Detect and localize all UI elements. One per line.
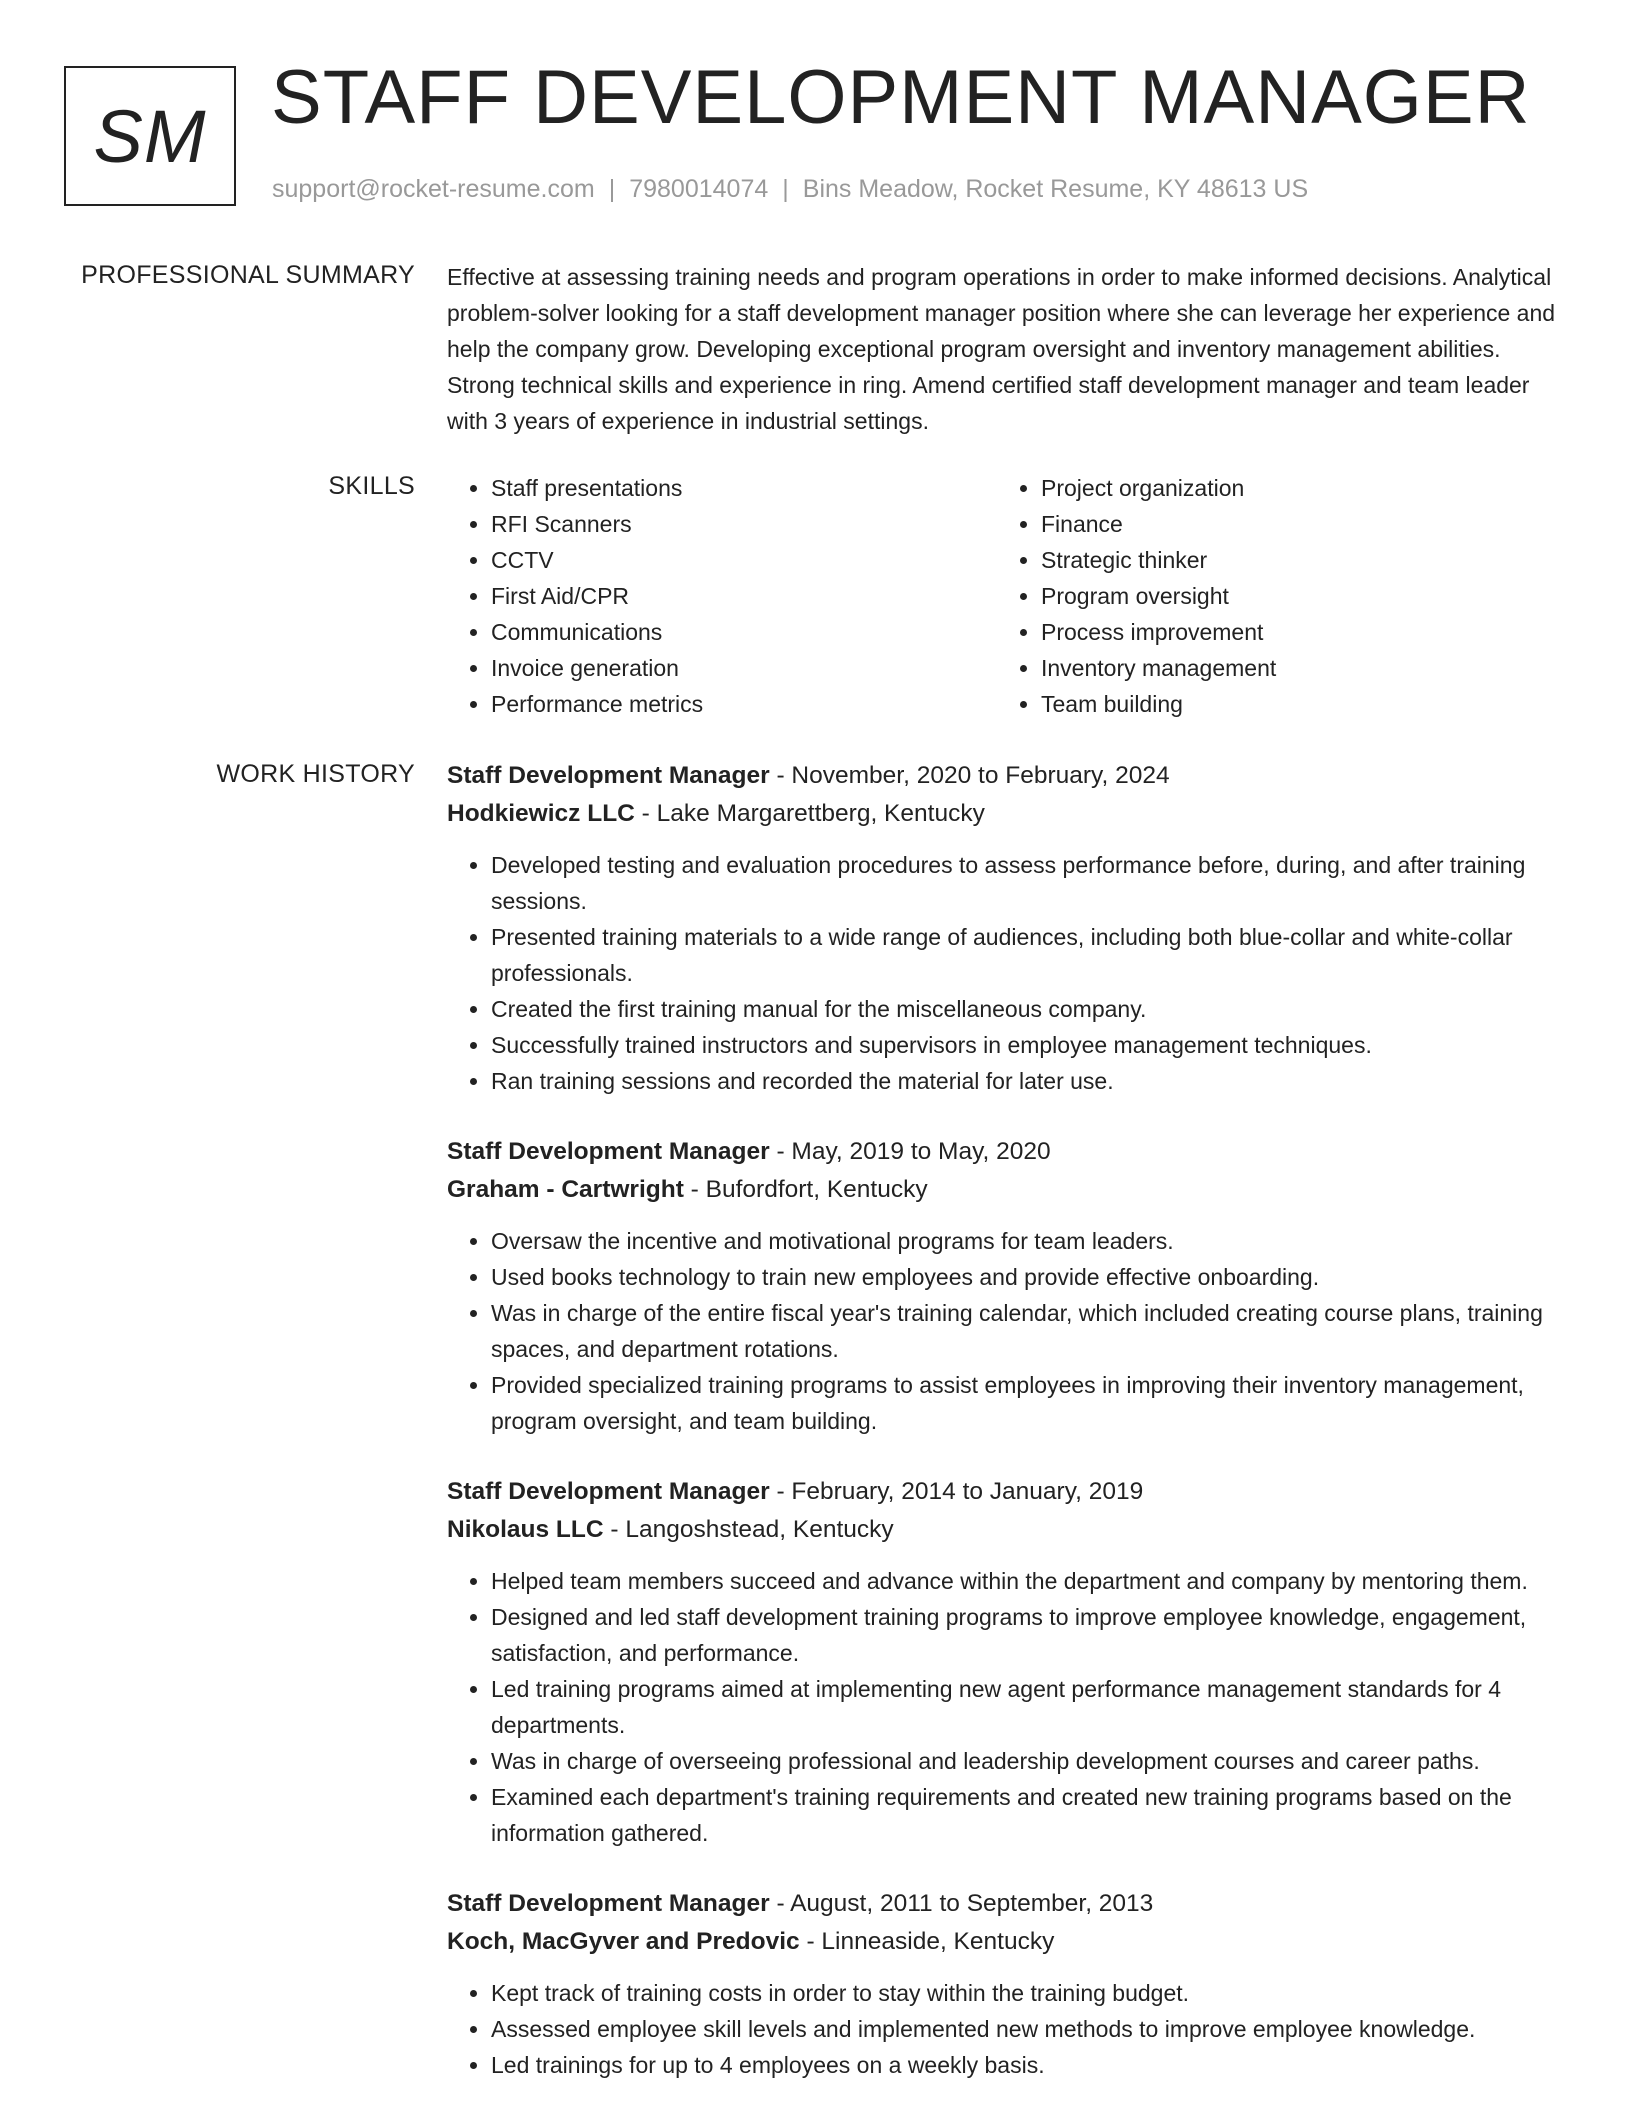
job-bullet: • Led trainings for up to 4 employees on a weekly basis.	[491, 2047, 1565, 2083]
skill-item: • First Aid/CPR	[491, 578, 997, 614]
skill-item: • Staff presentations	[491, 470, 997, 506]
skill-item: • Finance	[1041, 506, 1547, 542]
skill-item: • Communications	[491, 614, 997, 650]
job-bullets	[447, 1975, 1565, 2083]
job-role-line	[447, 1885, 1565, 1923]
skill-item: • RFI Scanners	[491, 506, 997, 542]
email[interactable]: support@rocket-resume.com	[272, 175, 595, 203]
job-company: Koch, MacGyver and Predovic	[447, 1928, 800, 1955]
job-bullet: • Designed and led staff development training programs to improve employee knowledge, engagement, satisfaction, and performance.	[491, 1599, 1565, 1671]
job-bullet: • Led training programs aimed at implementing new agent performance management standards for 4 departments.	[491, 1671, 1565, 1743]
skill-item: • Process improvement	[1041, 614, 1547, 650]
job-bullet: • Successfully trained instructors and supervisors in employee management techniques.	[491, 1027, 1565, 1063]
job-company-line	[447, 1171, 1565, 1209]
contact-separator: |	[608, 175, 616, 203]
job-bullet: • Assessed employee skill levels and implemented new methods to improve employee knowledge.	[491, 2011, 1565, 2047]
job-role: Staff Development Manager	[447, 1138, 770, 1165]
job-company: Graham - Cartwright	[447, 1176, 684, 1203]
phone: 7980014074	[629, 175, 769, 203]
skill-item: • Team building	[1041, 686, 1547, 722]
skill-item: • Inventory management	[1041, 650, 1547, 686]
job-company-line	[447, 795, 1565, 833]
monogram: SM	[64, 66, 236, 206]
job-bullet: • Oversaw the incentive and motivational programs for team leaders.	[491, 1223, 1565, 1259]
address: Bins Meadow, Rocket Resume, KY 48613 US	[802, 175, 1309, 203]
skill-item: • Invoice generation	[491, 650, 997, 686]
contact-line	[272, 175, 1308, 204]
job-entry	[447, 757, 1565, 1099]
skill-item: • Performance metrics	[491, 686, 997, 722]
job-location: - Lake Margarettberg, Kentucky	[634, 800, 985, 827]
job-role: Staff Development Manager	[447, 762, 770, 789]
job-bullets	[447, 1223, 1565, 1439]
skill-item: • CCTV	[491, 542, 997, 578]
job-dates: - November, 2020 to February, 2024	[769, 762, 1170, 789]
summary-title: PROFESSIONAL SUMMARY	[81, 261, 415, 289]
job-company-line	[447, 1923, 1565, 1961]
job-dates: - February, 2014 to January, 2019	[769, 1478, 1144, 1505]
work-title: WORK HISTORY	[216, 760, 415, 788]
page-title: STAFF DEVELOPMENT MANAGER	[271, 55, 1531, 140]
job-entry	[447, 1473, 1565, 1851]
skills-list-left	[447, 470, 997, 722]
skill-item: • Program oversight	[1041, 578, 1547, 614]
summary-text: Effective at assessing training needs and program operations in order to make informed decisions. Analytical problem-solver looking for a staff development manager position where she can leverage her experience and help the company grow. Developing exceptional program oversight and inventory management abilities. Strong technical skills and experience in ring. Amend certified staff development manager and team leader with 3 years of experience in industrial settings.	[447, 264, 1556, 434]
job-bullet: • Presented training materials to a wide range of audiences, including both blue-collar and white-collar professionals.	[491, 919, 1565, 991]
job-bullet: • Ran training sessions and recorded the material for later use.	[491, 1063, 1565, 1099]
job-dates: - May, 2019 to May, 2020	[769, 1138, 1051, 1165]
skills-title: SKILLS	[328, 472, 415, 500]
job-bullet: • Used books technology to train new employees and provide effective onboarding.	[491, 1259, 1565, 1295]
job-location: - Linneaside, Kentucky	[799, 1928, 1055, 1955]
job-bullet: • Created the first training manual for the miscellaneous company.	[491, 991, 1565, 1027]
job-role-line	[447, 1133, 1565, 1171]
job-bullet: • Developed testing and evaluation procedures to assess performance before, during, and after training sessions.	[491, 847, 1565, 919]
job-bullet: • Was in charge of the entire fiscal year's training calendar, which included creating course plans, training spaces, and department rotations.	[491, 1295, 1565, 1367]
job-company: Hodkiewicz LLC	[447, 800, 635, 827]
job-bullet: • Examined each department's training requirements and created new training programs based on the information gathered.	[491, 1779, 1565, 1851]
skill-item: • Strategic thinker	[1041, 542, 1547, 578]
job-role: Staff Development Manager	[447, 1890, 770, 1917]
job-bullets	[447, 1563, 1565, 1851]
job-bullet: • Provided specialized training programs to assist employees in improving their inventory management, program oversight, and team building.	[491, 1367, 1565, 1439]
skills-list-right	[997, 470, 1547, 722]
job-company-line	[447, 1511, 1565, 1549]
job-role-line	[447, 1473, 1565, 1511]
job-entry	[447, 1885, 1565, 2083]
job-entry	[447, 1133, 1565, 1439]
contact-separator: |	[782, 175, 789, 203]
job-bullet: • Helped team members succeed and advance within the department and company by mentoring them.	[491, 1563, 1565, 1599]
skill-item: • Project organization	[1041, 470, 1547, 506]
job-location: - Langoshstead, Kentucky	[603, 1516, 894, 1543]
job-role: Staff Development Manager	[447, 1478, 770, 1505]
job-dates: - August, 2011 to September, 2013	[769, 1890, 1154, 1917]
job-company: Nikolaus LLC	[447, 1516, 604, 1543]
job-location: - Bufordfort, Kentucky	[683, 1176, 928, 1203]
job-bullets	[447, 847, 1565, 1099]
job-bullet: • Was in charge of overseeing professional and leadership development courses and career paths.	[491, 1743, 1565, 1779]
job-role-line	[447, 757, 1565, 795]
job-bullet: • Kept track of training costs in order to stay within the training budget.	[491, 1975, 1565, 2011]
